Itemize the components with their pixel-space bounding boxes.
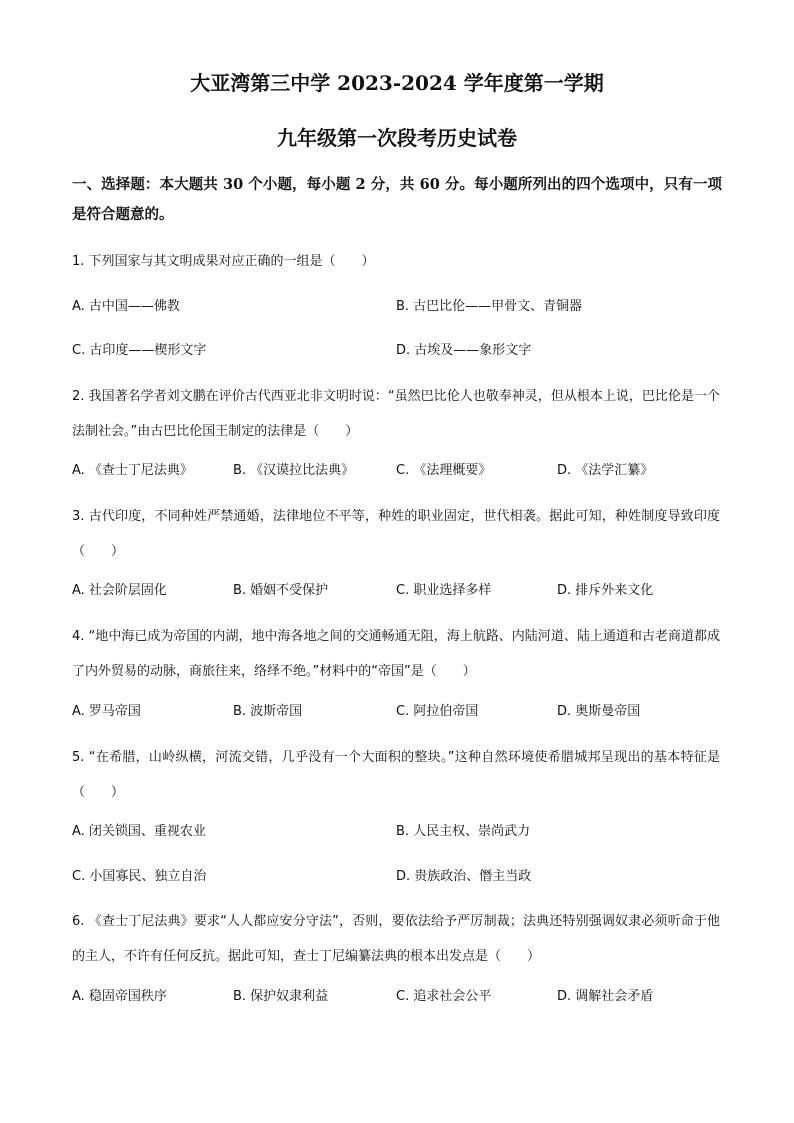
- question-4-option-a: A. 罗马帝国: [72, 704, 141, 719]
- question-5-option-a: A. 闭关锁国、重视农业: [72, 824, 206, 839]
- question-4-option-d: D. 奥斯曼帝国: [557, 704, 641, 719]
- question-2-option-c: C. 《法理概要》: [396, 463, 492, 478]
- question-6-stem: 6. 《查士丁尼法典》要求“人人都应安分守法”，否则，要依法给予严厉制裁；法典还特别强调奴隶必须听命于他的主人，不许有任何反抗。据此可知，查士丁尼编纂法典的根本出发点是（ ）: [72, 914, 720, 964]
- question-5-stem: 5. “在希腊，山岭纵横，河流交错，几乎没有一个大面积的整块。”这种自然环境使希腊城邦呈现出的基本特征是（ ）: [72, 750, 720, 800]
- question-6-option-d: D. 调解社会矛盾: [557, 989, 654, 1004]
- question-1-option-b: B. 古巴比伦——甲骨文、青铜器: [396, 299, 583, 314]
- question-4-stem: 4. “地中海已成为帝国的内湖，地中海各地之间的交通畅通无阻，海上航路、内陆河道、陆上通道和古老商道都成了内外贸易的动脉，商旅往来，络绎不绝。”材料中的“帝国”是（ ）: [72, 629, 720, 679]
- question-3-option-b: B. 婚姻不受保护: [233, 583, 329, 598]
- section-heading: 一、选择题：本大题共 30 个小题，每小题 2 分，共 60 分。每小题所列出的四个选项中，只有一项是符合题意的。: [72, 176, 722, 223]
- question-3-stem: 3. 古代印度，不同种姓严禁通婚，法律地位不平等，种姓的职业固定，世代相袭。据此可知，种姓制度导致印度（ ）: [72, 509, 720, 559]
- question-3-option-d: D. 排斥外来文化: [557, 583, 654, 598]
- question-6-option-a: A. 稳固帝国秩序: [72, 989, 167, 1004]
- question-5-option-b: B. 人民主权、崇尚武力: [396, 824, 531, 839]
- question-2-option-a: A. 《查士丁尼法典》: [72, 463, 193, 478]
- question-2-stem: 2. 我国著名学者刘文鹏在评价古代西亚北非文明时说：“虽然巴比伦人也敬奉神灵，但从根本上说，巴比伦是一个法制社会。”由古巴比伦国王制定的法律是（ ）: [72, 389, 720, 439]
- exam-title-subject: 九年级第一次段考历史试卷: [277, 126, 517, 150]
- question-5-option-c: C. 小国寡民、独立自治: [72, 869, 207, 884]
- question-1-option-d: D. 古埃及——象形文字: [396, 343, 532, 358]
- question-6-option-c: C. 追求社会公平: [396, 989, 492, 1004]
- question-6-option-b: B. 保护奴隶利益: [233, 989, 329, 1004]
- question-5-option-d: D. 贵族政治、僭主当政: [396, 869, 532, 884]
- question-3-option-c: C. 职业选择多样: [396, 583, 492, 598]
- question-1-option-c: C. 古印度——楔形文字: [72, 343, 207, 358]
- question-4-option-b: B. 波斯帝国: [233, 704, 303, 719]
- exam-title-school: 大亚湾第三中学 2023-2024 学年度第一学期: [190, 71, 604, 95]
- question-2-option-b: B. 《汉谟拉比法典》: [233, 463, 355, 478]
- question-2-option-d: D. 《法学汇纂》: [557, 463, 654, 478]
- question-4-option-c: C. 阿拉伯帝国: [396, 704, 479, 719]
- question-1-stem: 1. 下列国家与其文明成果对应正确的一组是（ ）: [72, 254, 375, 269]
- question-3-option-a: A. 社会阶层固化: [72, 583, 167, 598]
- question-1-option-a: A. 古中国——佛教: [72, 299, 180, 314]
